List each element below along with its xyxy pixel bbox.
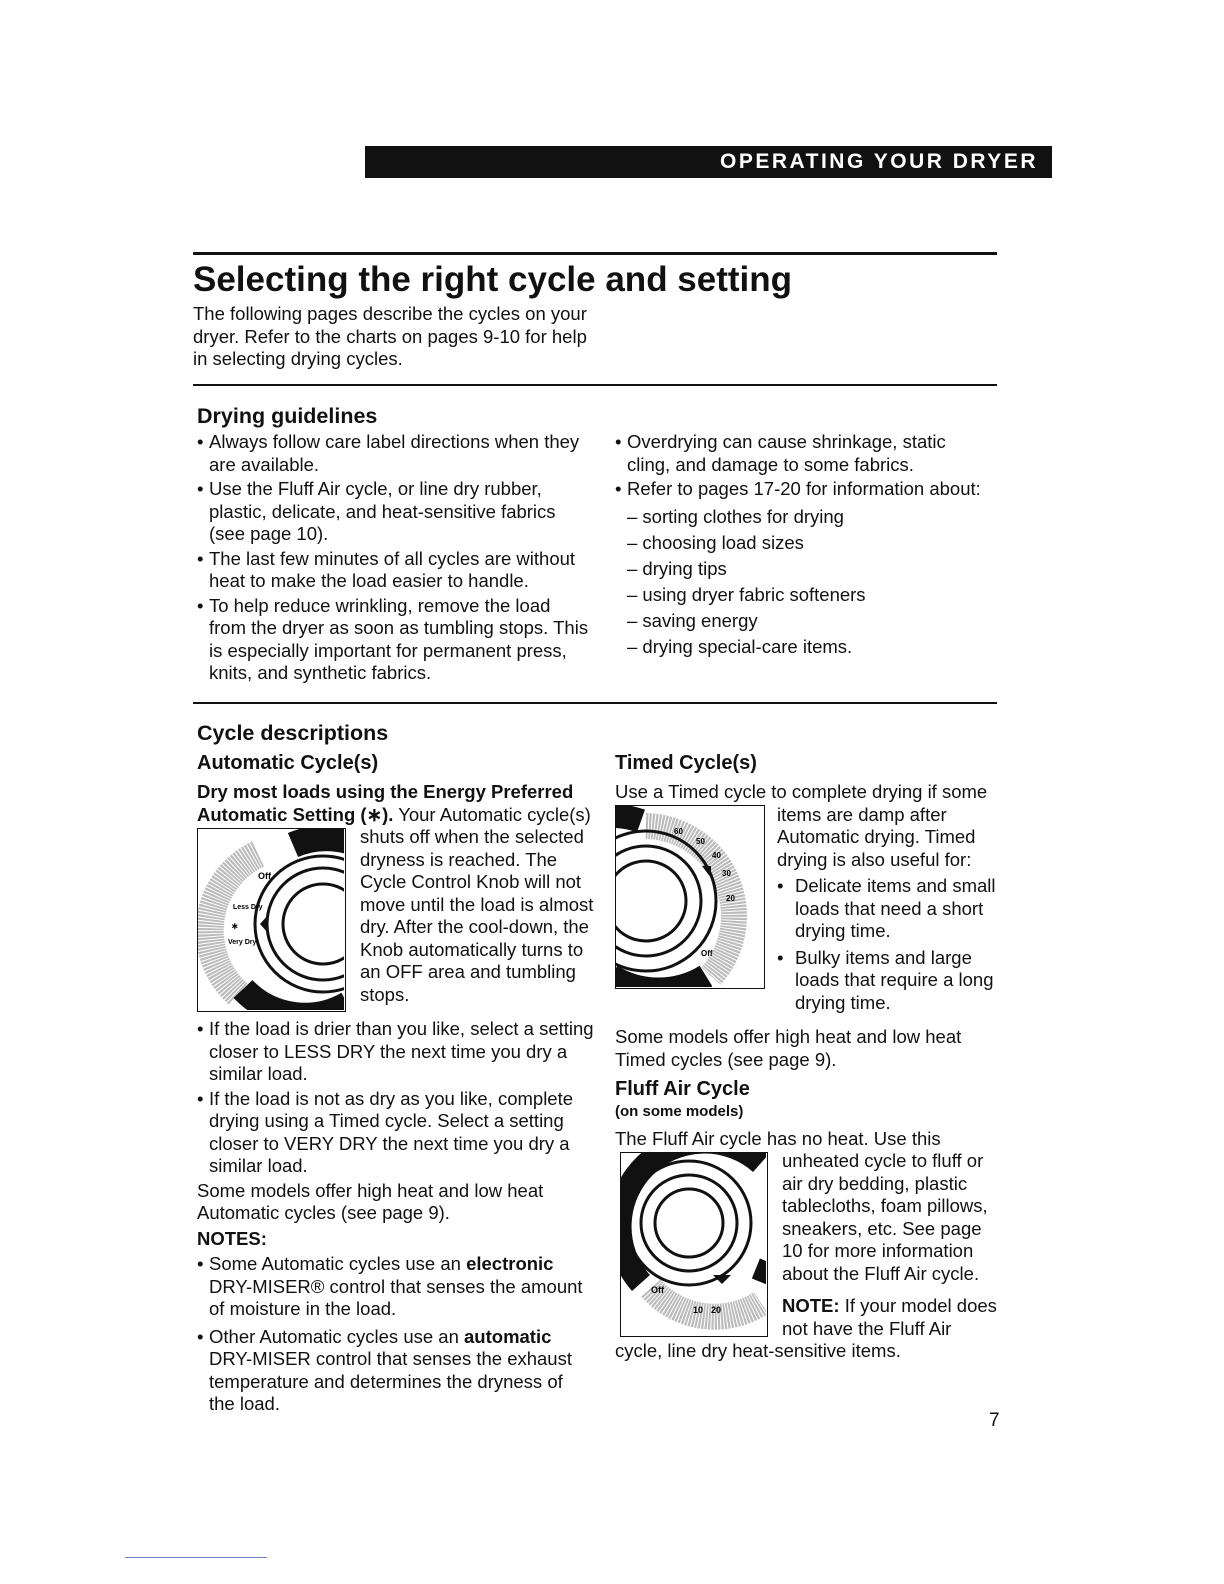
timed-models-note: Some models offer high heat and low heat Timed cycles (see page 9).	[615, 1026, 962, 1070]
page-number: 7	[989, 1410, 1000, 1431]
note-bold: automatic	[464, 1325, 552, 1347]
knob-label: Off	[701, 949, 713, 958]
knob-label: 20	[711, 1304, 722, 1315]
intro-text: The following pages describe the cycles on your dryer. Refer to the charts on pages 9-10 for help in selecting drying cycles.	[193, 303, 587, 369]
timed-knob-image	[615, 805, 765, 989]
knob-label: Less Dry	[233, 904, 263, 911]
knob-label: Off	[651, 1284, 664, 1295]
list-item: – using dryer fabric softeners	[627, 583, 866, 605]
list-item: • If the load is not as dry as you like, complete drying using a Timed cycle. Select a setting closer to VERY DRY the next time you dry a similar load.	[197, 1088, 597, 1178]
list-item: – drying special-care items.	[627, 635, 853, 657]
divider	[193, 384, 997, 386]
notes-heading: NOTES:	[197, 1227, 267, 1249]
timed-intro: Use a Timed cycle to complete drying if some items are damp after Automatic drying. Timed drying is also useful for:	[615, 781, 988, 870]
note-text: Some Automatic cycles use an	[209, 1253, 467, 1274]
drying-guidelines-heading: Drying guidelines	[197, 404, 378, 428]
automatic-models-note: Some models offer high heat and low heat Automatic cycles (see page 9).	[197, 1179, 544, 1223]
list-item	[197, 1253, 597, 1321]
timed-cycle-heading: Timed Cycle(s)	[615, 752, 757, 774]
list-item: • Use the Fluff Air cycle, or line dry rubber, plastic, delicate, and heat-sensitive fabrics (see page 10).	[197, 478, 592, 546]
timed-cycle-section	[615, 751, 1000, 1071]
footer-line	[125, 1557, 267, 1558]
list-item: • Refer to pages 17-20 for information about:	[615, 478, 985, 501]
automatic-lead-bold: Dry most loads using the Energy Preferred Automatic Setting (∗).	[197, 781, 574, 825]
note-text: If your model does not have the Fluff Air cycle, line dry heat-sensitive items.	[615, 1295, 997, 1361]
fluff-air-text: The Fluff Air cycle has no heat. Use this unheated cycle to fluff or air dry bedding, plastic tablecloths, foam pillows, sneakers, etc. See page 10 for more information about the Fluff Air cycle.	[615, 1127, 988, 1284]
list-item: • Delicate items and small loads that need a short drying time.	[777, 875, 1000, 943]
cycle-descriptions-heading: Cycle descriptions	[197, 721, 389, 745]
knob-label: 60	[674, 827, 683, 836]
list-item: – saving energy	[627, 609, 758, 631]
list-item: • Overdrying can cause shrinkage, static cling, and damage to some fabrics.	[615, 431, 985, 476]
knob-label: 40	[712, 851, 721, 860]
list-item: • If the load is drier than you like, select a setting closer to LESS DRY the next time you dry a similar load.	[197, 1018, 597, 1086]
knob-label: 10	[693, 1304, 704, 1315]
divider	[193, 252, 997, 255]
list-item: • To help reduce wrinkling, remove the load from the dryer as soon as tumbling stops. This is especially important for permanent press, knits, and synthetic fabrics.	[197, 595, 592, 685]
fluff-knob-image	[620, 1152, 768, 1337]
page-title: Selecting the right cycle and setting	[193, 260, 793, 299]
guidelines-right-list	[615, 431, 985, 662]
note-text: DRY-MISER control that senses the exhaust temperature and determines the dryness of the load.	[209, 1348, 572, 1414]
automatic-lead-rest: Your Automatic cycle(s) shuts off when the selected dryness is reached. The Cycle Control Knob will not move until the load is almost dry. After the cool-down, the Knob automatically turns to an OFF area and tumbling stops.	[360, 803, 594, 1005]
knob-label: Very Dry	[228, 939, 257, 946]
knob-label: 20	[726, 894, 735, 903]
list-item: – drying tips	[627, 557, 727, 579]
fluff-air-section	[615, 1077, 1000, 1363]
automatic-bullets	[197, 1018, 597, 1178]
list-item: – choosing load sizes	[627, 531, 804, 553]
knob-label: Off	[258, 871, 271, 881]
note-text: DRY-MISER® control that senses the amount of moisture in the load.	[209, 1275, 583, 1319]
list-item: – sorting clothes for drying	[627, 505, 844, 527]
automatic-cycle-section	[197, 751, 597, 1418]
list-item: • Bulky items and large loads that require a long drying time.	[777, 947, 1000, 1015]
list-item: • Always follow care label directions when they are available.	[197, 431, 592, 476]
guidelines-left-list	[197, 431, 592, 687]
divider	[193, 702, 997, 704]
knob-label: 50	[696, 837, 705, 846]
note-label: NOTE:	[782, 1295, 840, 1316]
fluff-air-subheading: (on some models)	[615, 1103, 744, 1120]
fluff-air-heading: Fluff Air Cycle	[615, 1078, 750, 1100]
note-text: Other Automatic cycles use an	[209, 1325, 465, 1347]
knob-label: ∗	[231, 921, 239, 931]
notes-list	[197, 1253, 597, 1416]
note-bold: electronic	[466, 1253, 554, 1274]
automatic-knob-image	[197, 828, 346, 1012]
knob-label: 30	[722, 869, 731, 878]
timed-bullets	[777, 875, 1000, 1016]
right-cycle-column	[615, 751, 1000, 1363]
section-header-bar: OPERATING YOUR DRYER	[365, 146, 1052, 178]
automatic-cycle-heading: Automatic Cycle(s)	[197, 752, 379, 774]
list-item	[197, 1326, 597, 1416]
automatic-cycle-details	[197, 1012, 597, 1416]
list-item: • The last few minutes of all cycles are without heat to make the load easier to handle.	[197, 548, 592, 593]
